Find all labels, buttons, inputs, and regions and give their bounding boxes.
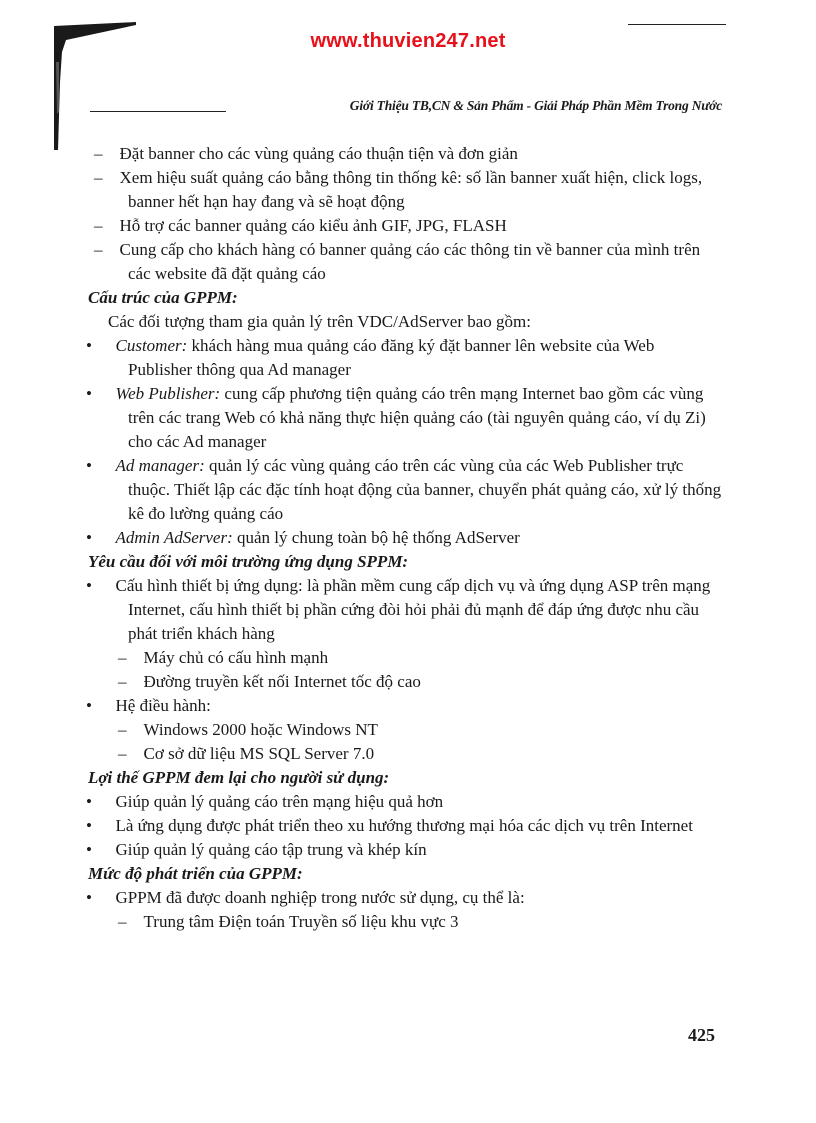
structure-intro: Các đối tượng tham gia quản lý trên VDC/AdServer bao gồm: [108,312,531,331]
page-body [88,142,722,934]
feature-item: – Xem hiệu suất quảng cáo bằng thông tin thống kê: số lần banner xuất hiện, click logs, banner hết hạn hay đang và sẽ hoạt động [94,168,703,211]
requirement-subitem: – Windows 2000 hoặc Windows NT [118,720,378,739]
structure-item: • Customer: khách hàng mua quảng cáo đăng ký đặt banner lên website của Web Publisher thông qua Ad manager [86,336,655,379]
development-subitem: – Trung tâm Điện toán Truyền số liệu khu vực 3 [118,912,459,931]
section-heading-benefits: Lợi thế GPPM đem lại cho người sử dụng: [88,768,390,787]
requirement-subitem: – Đường truyền kết nối Internet tốc độ cao [118,672,421,691]
page-number: 425 [688,1025,715,1045]
structure-item: • Ad manager: quản lý các vùng quảng cáo trên các vùng của các Web Publisher trực thuộc. Thiết lập các đặc tính hoạt động của banner, chuyển phát quảng cáo, xử lý thống kê đo lường quảng cáo [86,456,722,523]
requirement-item: • Hệ điều hành: [86,696,211,715]
running-head-rule [90,111,226,112]
feature-item: – Đặt banner cho các vùng quảng cáo thuận tiện và đơn giản [94,144,518,163]
running-head-title: Giới Thiệu TB,CN & Sản Phẩm - Giải Pháp Phần Mềm Trong Nước [349,98,722,113]
site-watermark[interactable]: www.thuvien247.net [310,30,506,52]
benefit-item: • Là ứng dụng được phát triển theo xu hướng thương mại hóa các dịch vụ trên Internet [86,816,693,835]
development-item: • GPPM đã được doanh nghiệp trong nước sử dụng, cụ thể là: [86,888,525,907]
benefit-item: • Giúp quản lý quảng cáo tập trung và khép kín [86,840,427,859]
requirement-subitem: – Máy chủ có cấu hình mạnh [118,648,329,667]
structure-item: • Admin AdServer: quản lý chung toàn bộ hệ thống AdServer [86,528,520,547]
top-rule [628,24,726,25]
feature-item: – Hỗ trợ các banner quảng cáo kiểu ảnh GIF, JPG, FLASH [94,216,507,235]
section-heading-structure: Cấu trúc của GPPM: [88,288,238,307]
feature-item: – Cung cấp cho khách hàng có banner quảng cáo các thông tin về banner của mình trên các website đã đặt quảng cáo [94,240,701,283]
section-heading-development: Mức độ phát triển của GPPM: [88,864,303,883]
requirement-subitem: – Cơ sở dữ liệu MS SQL Server 7.0 [118,744,375,763]
benefit-item: • Giúp quản lý quảng cáo trên mạng hiệu quả hơn [86,792,444,811]
requirement-item: • Cấu hình thiết bị ứng dụng: là phần mềm cung cấp dịch vụ và ứng dụng ASP trên mạng Internet, cấu hình thiết bị phần cứng đòi hỏi phải đủ mạnh để đáp ứng được nhu cầu phát triển khách hàng [86,576,711,643]
running-head [90,96,722,116]
structure-item: • Web Publisher: cung cấp phương tiện quảng cáo trên mạng Internet bao gồm các vùng trên các trang Web có khả năng thực hiện quảng cáo (tài nguyên quảng cáo, ví dụ Zi) cho các Ad manager [86,384,706,451]
section-heading-requirements: Yêu cầu đối với môi trường ứng dụng SPPM: [88,552,409,571]
